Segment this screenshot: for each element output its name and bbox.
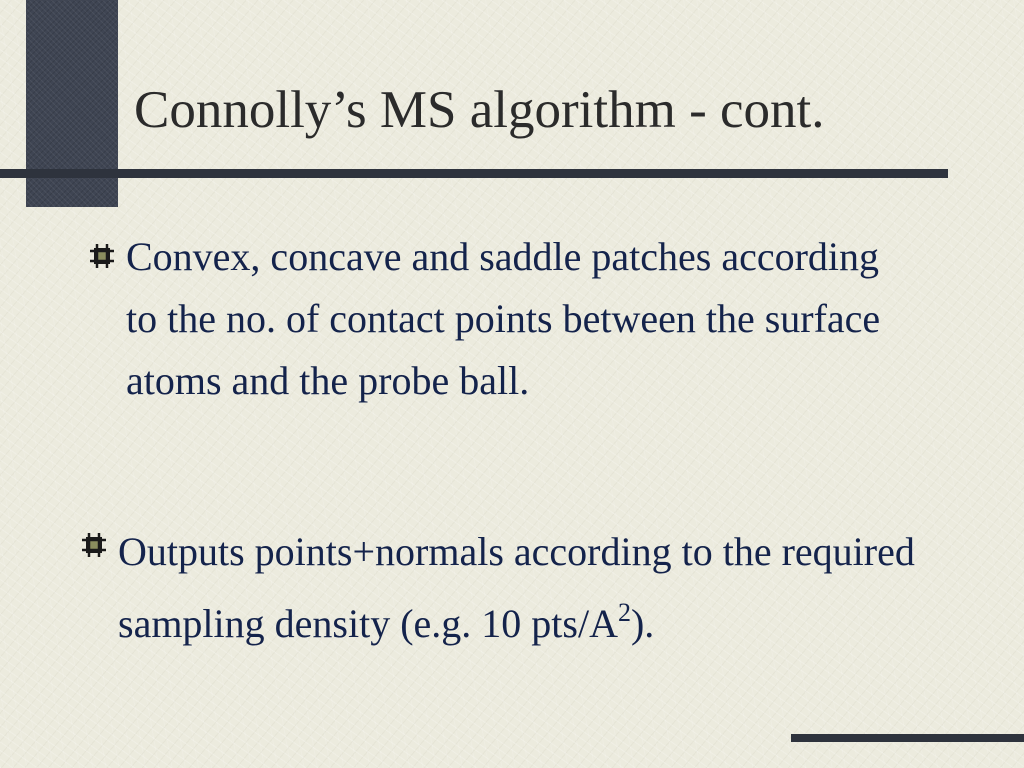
square-bullet-icon — [90, 244, 114, 268]
bullet-item-2 — [118, 516, 1008, 660]
square-bullet-icon — [82, 533, 106, 557]
bullet-2-text: Outputs points+normals according to the required sampling density (e.g. 10 pts/A — [118, 529, 915, 646]
slide-title: Connolly’s MS algorithm - cont. — [134, 81, 825, 139]
bullet-2-superscript: 2 — [617, 597, 631, 627]
title-underline-rule — [0, 169, 948, 178]
bullet-2-text-end: ). — [630, 601, 655, 646]
bullet-1-text: Convex, concave and saddle patches according to the no. of contact points between the surface atoms and the probe ball. — [126, 234, 881, 403]
bullet-item-1 — [126, 226, 916, 412]
bottom-decorative-rule — [791, 734, 1024, 742]
